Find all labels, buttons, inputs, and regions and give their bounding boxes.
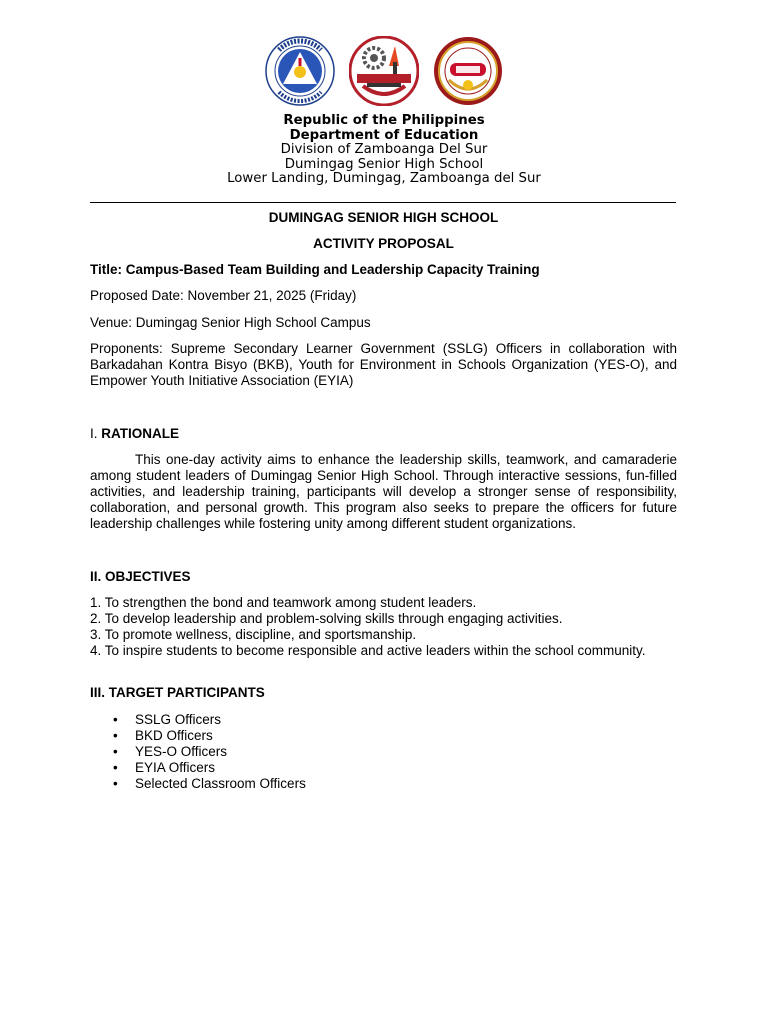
bullet: • — [113, 712, 118, 727]
school-heading: DUMINGAG SENIOR HIGH SCHOOL — [268, 210, 499, 225]
proposed-date: Proposed Date: November 21, 2025 (Friday) — [90, 288, 357, 303]
sslg-seal-icon — [433, 36, 503, 106]
rationale-heading — [90, 426, 677, 442]
rationale-body: This one-day activity aims to enhance the leadership skills, teamwork, and camaraderie among student leaders of Dumingag Senior High School. Through interactive sessions, fun-filled activities, and leadership training, participants will develop a stronger sense of responsibility, collaboration, and personal growth. This program also seeks to prepare the officers for future leadership challenges while fostering unity among different student organizations. — [90, 452, 677, 531]
doc-type-heading: ACTIVITY PROPOSAL — [313, 236, 454, 251]
proponents: Proponents: Supreme Secondary Learner Government (SSLG) Officers in collaboration with Barkadahan Kontra Bisyo (BKB), Youth for Environment in Schools Organization (YES-O), and Empower Youth Initiative Association (EYIA) — [90, 341, 677, 388]
letterhead — [0, 114, 768, 187]
bullet: • — [113, 744, 118, 759]
objective-item: 3. To promote wellness, discipline, and sportsmanship. — [90, 627, 417, 642]
department-line: Department of Education — [289, 127, 479, 143]
division-line: Division of Zamboanga Del Sur — [280, 142, 488, 158]
objectives-heading: II. OBJECTIVES — [90, 569, 191, 584]
objectives-list — [90, 595, 677, 659]
list-item: • BKD Officers — [113, 728, 213, 743]
bullet: • — [113, 776, 118, 791]
document-body — [90, 210, 677, 792]
rationale-title: RATIONALE — [101, 426, 180, 441]
list-item: • SSLG Officers — [113, 712, 222, 727]
objective-item: 2. To develop leadership and problem-solving skills through engaging activities. — [90, 611, 563, 626]
list-item: • EYIA Officers — [113, 760, 216, 775]
header-divider — [90, 202, 676, 203]
objective-item: 4. To inspire students to become responsible and active leaders within the school community. — [90, 643, 646, 658]
rationale-number: I. — [90, 426, 102, 441]
address-line: Lower Landing, Dumingag, Zamboanga del Sur — [227, 171, 541, 187]
school-line: Dumingag Senior High School — [284, 156, 484, 172]
objective-item: 1. To strengthen the bond and teamwork among student leaders. — [90, 595, 477, 610]
list-item: • YES-O Officers — [113, 744, 228, 759]
list-item: • Selected Classroom Officers — [113, 776, 306, 791]
republic-line: Republic of the Philippines — [283, 113, 485, 128]
dumingag-shs-logo-icon — [349, 36, 419, 106]
venue: Venue: Dumingag Senior High School Campus — [90, 315, 371, 330]
bullet: • — [113, 760, 118, 775]
proposal-title: Title: Campus-Based Team Building and Leadership Capacity Training — [90, 262, 540, 277]
participants-heading: III. TARGET PARTICIPANTS — [90, 685, 265, 700]
participants-list — [90, 712, 677, 792]
bullet: • — [113, 728, 118, 743]
logo-row — [0, 36, 768, 106]
deped-seal-icon — [265, 36, 335, 106]
